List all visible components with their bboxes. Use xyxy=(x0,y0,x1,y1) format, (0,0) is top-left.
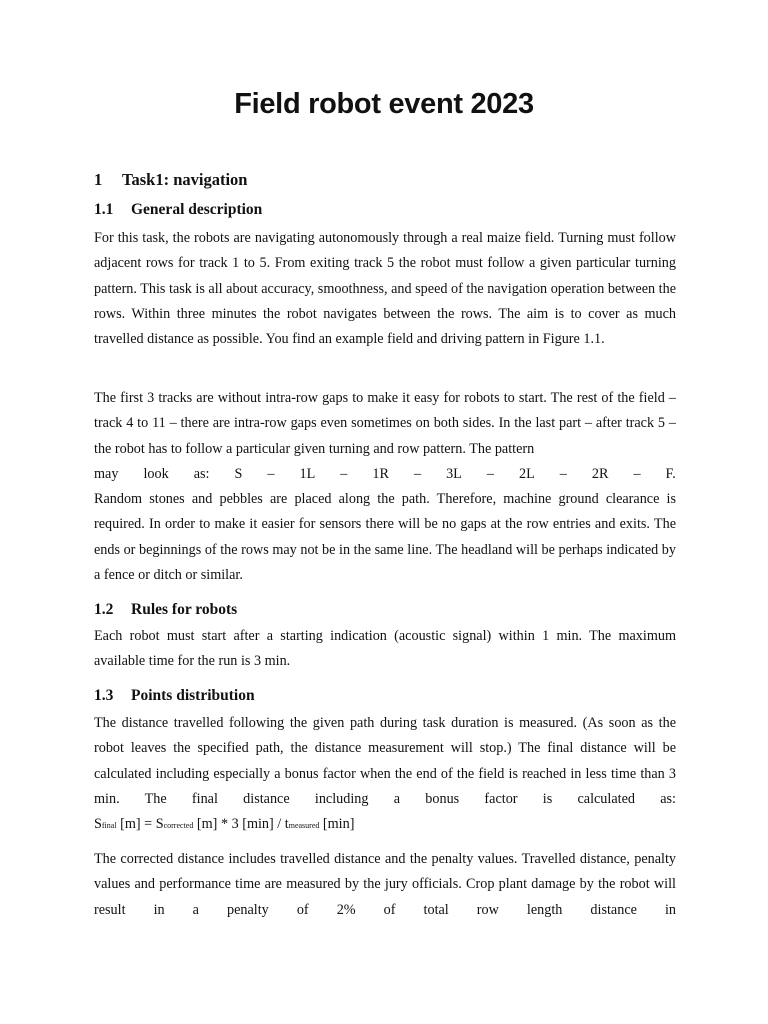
pattern-word: S xyxy=(234,465,243,482)
pattern-word: – xyxy=(340,465,348,482)
pattern-word: 2L xyxy=(518,465,535,482)
pattern-word: F. xyxy=(665,465,676,482)
pattern-word: as: xyxy=(193,465,210,482)
paragraph-text: The first 3 tracks are without intra-row gaps to make it easy for robots to start. The rest of the field – track 4 to 11 – there are intra-row gaps even sometimes on both sides. In the last part – after track 5 – the robot has to follow a particular given turning and row pattern. The pattern xyxy=(94,390,676,457)
section-1-3-heading xyxy=(94,687,255,705)
formula-text: [m] = S xyxy=(116,816,164,832)
section-number: 1.1 xyxy=(94,201,114,218)
section-1-2-heading xyxy=(94,601,237,619)
pattern-word: 1R xyxy=(372,465,389,482)
points-paragraph-2: The corrected distance includes travelled distance and the penalty values. Travelled distance, penalty values and performance time are measured by the jury officials. Crop plant damage by the robot will result in a penalty of 2% of total row length distance in xyxy=(94,851,676,918)
section-1-heading xyxy=(94,170,247,190)
general-description-paragraph-1: For this task, the robots are navigating autonomously through a real maize field. Turning must follow adjacent rows for track 1 to 5. From exiting track 5 the robot must follow a given particular turning pattern. This task is all about accuracy, smoothness, and speed of the navigation operation between the rows. Within three minutes the robot navigates between the rows. The aim is to cover as much travelled distance as possible. You find an example field and driving pattern in Figure 1.1. xyxy=(94,230,676,348)
pattern-word: look xyxy=(143,465,169,482)
rules-paragraph: Each robot must start after a starting indication (acoustic signal) within 1 min. The maximum available time for the run is 3 min. xyxy=(94,628,676,670)
section-number: 1.3 xyxy=(94,687,114,704)
formula-symbol: S xyxy=(94,816,102,832)
section-number: 1 xyxy=(94,170,103,189)
pattern-word: may xyxy=(94,465,119,482)
formula-subscript-corrected: corrected xyxy=(163,821,194,830)
section-number: 1.2 xyxy=(94,601,114,618)
formula-text: [min] xyxy=(319,816,355,832)
pattern-word: – xyxy=(486,465,494,482)
paragraph-text: Random stones and pebbles are placed along the path. Therefore, machine ground clearance is required. In order to make it easier for sensors there will be no gaps at the row entries and exits. The ends or beginnings of the rows may not be in the same line. The headland will be perhaps indicated by a fence or ditch or similar. xyxy=(94,491,676,584)
section-title: Points distribution xyxy=(131,687,255,704)
formula xyxy=(94,812,676,838)
section-title: Task1: navigation xyxy=(122,170,248,189)
pattern-line xyxy=(94,462,676,487)
points-paragraph-1: The distance travelled following the given path during task duration is measured. (As soon as the robot leaves the specified path, the distance measurement will stop.) The final distance will be calculated including especially a bonus factor when the end of the field is reached in less time than 3 min. The final distance including a bonus factor is calculated as: xyxy=(94,715,676,807)
pattern-word: 3L xyxy=(446,465,462,482)
section-1-1-heading xyxy=(94,201,262,219)
pattern-word: – xyxy=(413,465,422,482)
document-title: Field robot event 2023 xyxy=(234,88,534,120)
formula-subscript-final: final xyxy=(101,821,117,830)
pattern-word: – xyxy=(559,465,567,482)
section-title: General description xyxy=(131,201,263,218)
formula-text: [m] * 3 [min] / t xyxy=(193,816,289,832)
pattern-word: 1L xyxy=(299,465,316,482)
pattern-word: – xyxy=(267,465,275,482)
general-description-paragraph-2 xyxy=(94,386,676,588)
pattern-word: – xyxy=(633,465,641,482)
section-title: Rules for robots xyxy=(131,601,238,618)
pattern-word: 2R xyxy=(591,465,609,482)
formula-subscript-measured: measured xyxy=(288,821,320,830)
